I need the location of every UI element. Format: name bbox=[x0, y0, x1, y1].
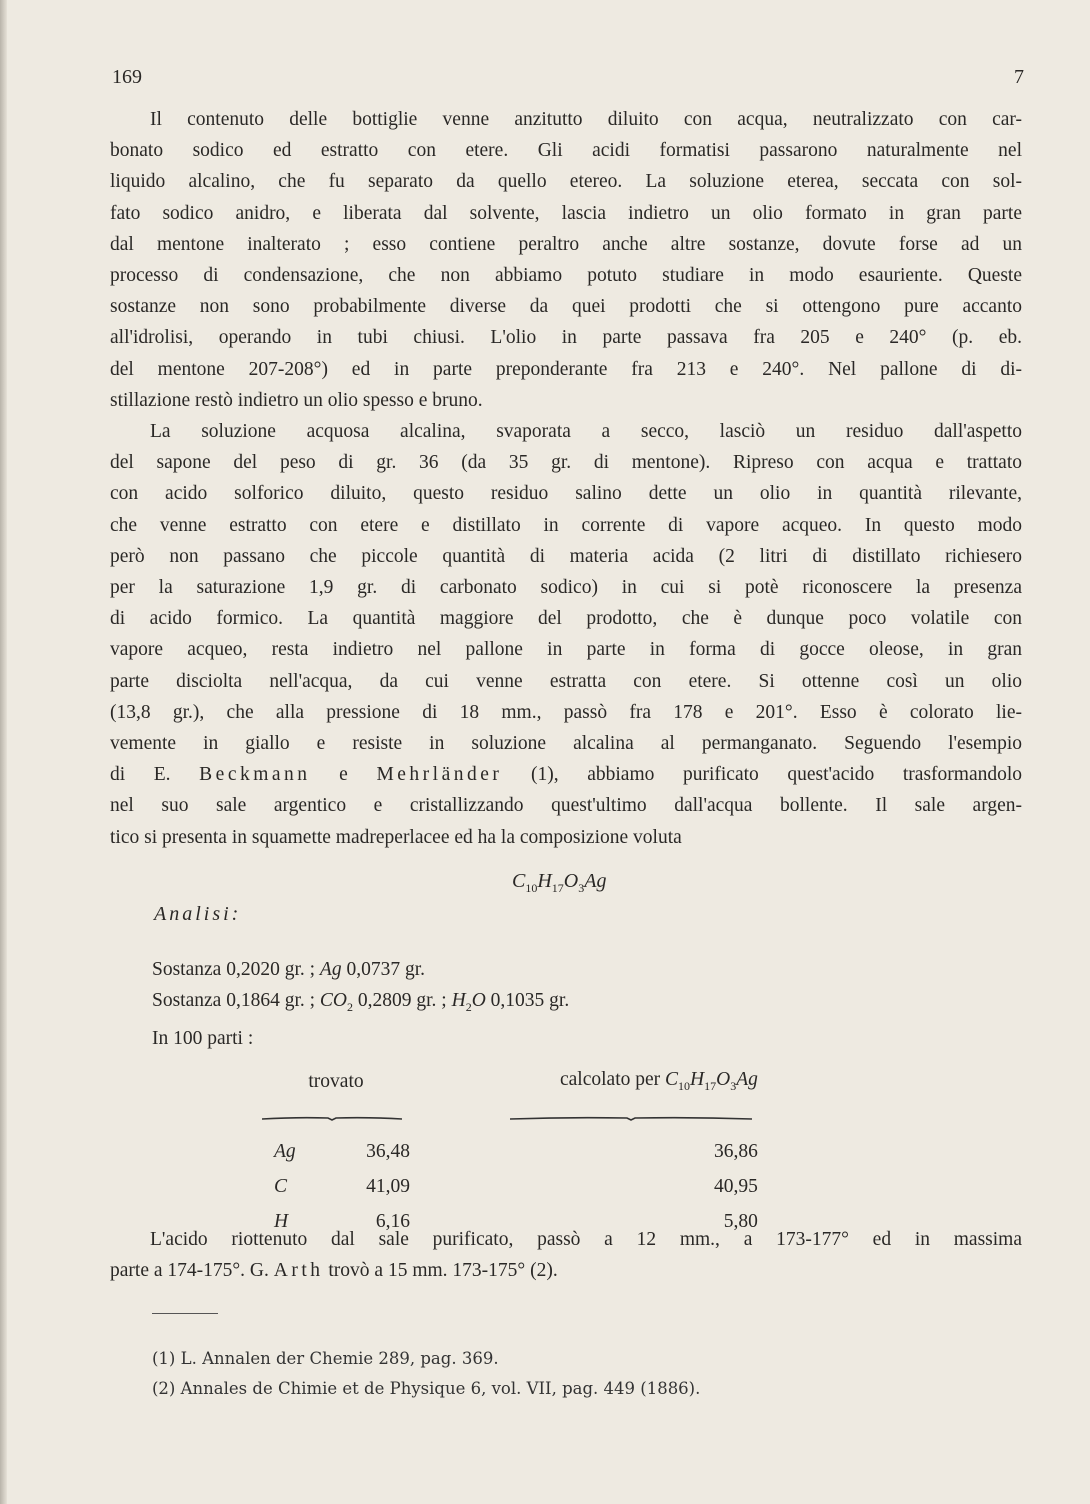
text-line: all'idrolisi, operando in tubi chiusi. L'olio in parte passava fra 205 e 240° (p. eb. bbox=[110, 327, 1022, 349]
footnote: (2) Annales de Chimie et de Physique 6, vol. VII, pag. 449 (1886). bbox=[152, 1379, 701, 1398]
text-line: L'acido riottenuto dal sale purificato, passò a 12 mm., a 173-177° ed in massima bbox=[150, 1229, 1022, 1250]
text-line: (13,8 gr.), che alla pressione di 18 mm., passò fra 178 e 201°. Esso è colorato lie- bbox=[110, 701, 1022, 723]
composition-table bbox=[262, 1064, 758, 1239]
result-line: In 100 parti : bbox=[152, 1028, 254, 1049]
text-line: del mentone 207-208°) ed in parte preponderante fra 213 e 240°. Nel pallone di di- bbox=[110, 358, 1022, 380]
text-line: parte a 174-175°. G. Arth trovò a 15 mm. 173-175° (2). bbox=[110, 1260, 558, 1282]
page-number-left: 169 bbox=[112, 66, 142, 88]
author-name: Mehrländer bbox=[376, 764, 503, 786]
text-line: tico si presenta in squamette madreperlacee ed ha la composizione voluta bbox=[110, 826, 682, 848]
table-row: H 6,16 5,80 bbox=[274, 1210, 758, 1232]
text-line: nel suo sale argentico e cristallizzando quest'ultimo dall'acqua bollente. Il sale argen- bbox=[110, 795, 1022, 817]
result-line: Sostanza 0,2020 gr. ; Ag 0,0737 gr. bbox=[152, 959, 425, 980]
author-name: Beckmann bbox=[199, 764, 311, 786]
header-calculated: calcolato per $C_{10}H_{17}O_3Ag$ bbox=[560, 1069, 758, 1093]
analysis-label: Analisi: bbox=[154, 903, 242, 925]
text-line: bonato sodico ed estratto con etere. Gli acidi formatisi passarono naturalmente nel bbox=[110, 140, 1022, 162]
text-line: vapore acqueo, resta indietro nel pallone in parte in forma di gocce oleose, in gran bbox=[110, 639, 1022, 661]
footnote: (1) L. Annalen der Chemie 289, pag. 369. bbox=[152, 1349, 499, 1368]
text-line: di acido formico. La quantità maggiore del prodotto, che è dunque poco volatile con bbox=[110, 608, 1022, 630]
table-row: C 41,09 40,95 bbox=[274, 1175, 758, 1197]
text-line: La soluzione acquosa alcalina, svaporata a secco, lasciò un residuo dall'aspetto bbox=[150, 421, 1022, 443]
text-line: liquido alcalino, che fu separato da quello etereo. La soluzione eterea, seccata con sol- bbox=[110, 171, 1022, 193]
text-line: fato sodico anidro, e liberata dal solvente, lascia indietro un olio formato in gran parte bbox=[110, 202, 1022, 224]
text-line: parte disciolta nell'acqua, da cui venne estratta con etere. Si ottenne così un olio bbox=[110, 670, 1022, 692]
text-line: però non passano che piccole quantità di materia acida (2 litri di distillato richiesero bbox=[110, 545, 1022, 567]
header-found: trovato bbox=[308, 1070, 364, 1092]
text-line: sostanze non sono probabilmente diverse da quei prodotti che si ottengono pure accanto bbox=[110, 296, 1022, 318]
page-number-right: 7 bbox=[1014, 66, 1024, 88]
result-line: Sostanza 0,1864 gr. ; $CO_2$ 0,2809 gr. ; $H_2O$ 0,1035 gr. bbox=[152, 990, 570, 1014]
text-line: con acido solforico diluito, questo residuo salino dette un olio in quantità rilevante, bbox=[110, 483, 1022, 505]
text-line: Il contenuto delle bottiglie venne anzitutto diluito con acqua, neutralizzato con car- bbox=[150, 109, 1022, 130]
page-edge bbox=[0, 0, 7, 1504]
text-line: di E. Beckmann e Mehrländer (1), abbiamo purificato quest'acido trasformandolo bbox=[110, 764, 1023, 786]
footnotes bbox=[152, 1344, 700, 1404]
body-text bbox=[110, 104, 1022, 853]
brace-found bbox=[262, 1099, 410, 1134]
text-line: stillazione restò indietro un olio spesso e bruno. bbox=[110, 389, 483, 411]
table-row: Ag 36,48 36,86 bbox=[274, 1140, 758, 1162]
text-line: dal mentone inalterato ; esso contiene peraltro anche altre sostanze, dovute forse ad un bbox=[110, 233, 1022, 255]
text-line: per la saturazione 1,9 gr. di carbonato sodico) in cui si potè riconoscere la presenza bbox=[110, 577, 1022, 599]
closing-paragraph bbox=[110, 1224, 1022, 1286]
paragraph-1 bbox=[110, 104, 1022, 416]
text-line: processo di condensazione, che non abbiamo potuto studiare in modo esauriente. Queste bbox=[110, 265, 1022, 287]
text-line: del sapone del peso di gr. 36 (da 35 gr. di mentone). Ripreso con acqua e trattato bbox=[110, 452, 1022, 474]
text-line: vemente in giallo e resiste in soluzione alcalina al permanganato. Seguendo l'esempio bbox=[110, 733, 1022, 755]
chemical-formula: $C_{10}H_{17}O_3Ag$ bbox=[512, 870, 607, 895]
analysis-results bbox=[152, 954, 569, 1054]
author-name: Arth bbox=[273, 1260, 324, 1282]
text-line: che venne estratto con etere e distillato in corrente di vapore acqueo. In questo modo bbox=[110, 514, 1022, 536]
paragraph-2 bbox=[110, 416, 1022, 853]
footnote-rule bbox=[152, 1313, 218, 1314]
brace-calculated bbox=[410, 1099, 758, 1134]
